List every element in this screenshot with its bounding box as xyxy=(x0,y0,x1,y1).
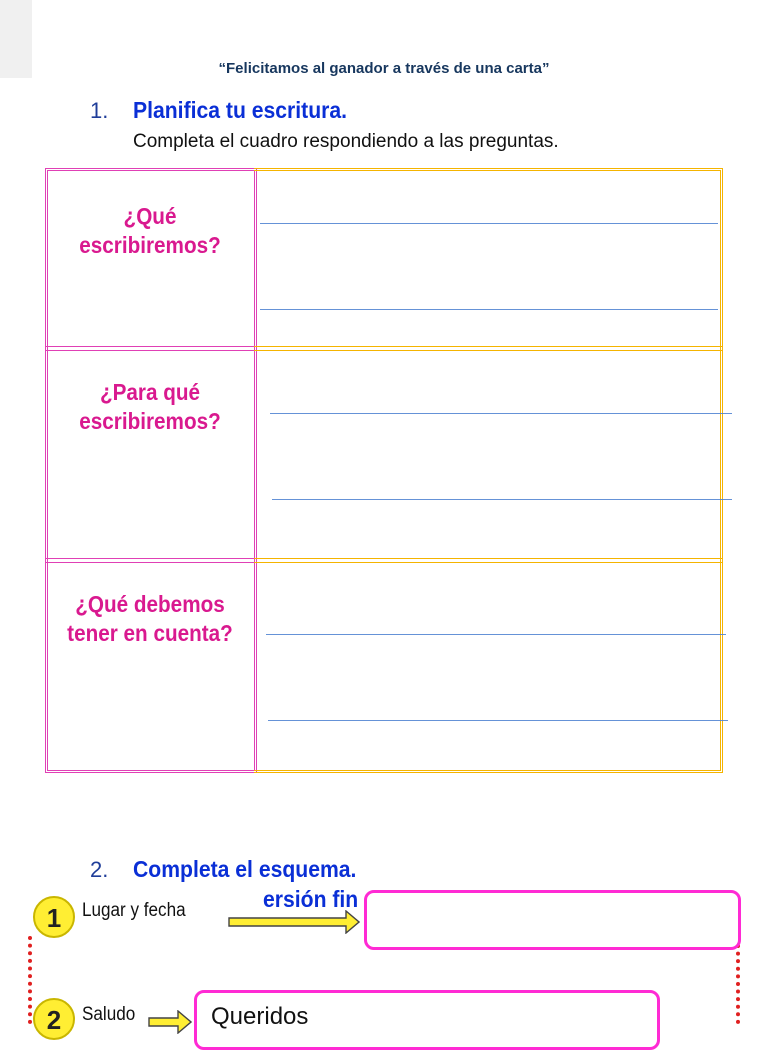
lugar-fecha-box[interactable] xyxy=(364,890,741,950)
question-1-line-2: escribiremos? xyxy=(79,232,221,258)
answer-line[interactable] xyxy=(260,309,718,310)
page-title: “Felicitamos al ganador a través de una carta” xyxy=(218,60,550,77)
question-3-line-1: ¿Qué debemos xyxy=(75,591,225,617)
arrow-right-icon xyxy=(228,910,360,934)
question-2-line-2: escribiremos? xyxy=(79,408,221,434)
section-1-number: 1. xyxy=(90,98,109,123)
step-2-label: Saludo xyxy=(82,1004,136,1025)
table-question-3 xyxy=(60,590,240,648)
arrow-right-icon xyxy=(148,1010,192,1034)
question-3-line-2: tener en cuenta? xyxy=(67,620,233,646)
question-1-line-1: ¿Qué xyxy=(123,203,177,229)
table-question-1 xyxy=(60,202,240,260)
section-2-number: 2. xyxy=(90,857,109,882)
section-3-heading-partial: ersión fin xyxy=(263,886,359,912)
step-2-badge: 2 xyxy=(33,998,75,1040)
section-1-instruction: Completa el cuadro respondiendo a las preguntas. xyxy=(133,131,559,152)
saludo-box[interactable] xyxy=(194,990,660,1050)
table-question-2 xyxy=(60,378,240,436)
scheme-connector-right xyxy=(736,944,740,1024)
answer-line[interactable] xyxy=(266,634,726,635)
answer-line[interactable] xyxy=(260,223,718,224)
step-1-label: Lugar y fecha xyxy=(82,900,186,921)
section-2-heading: Completa el esquema. xyxy=(133,856,357,882)
answer-line[interactable] xyxy=(268,720,728,721)
answer-line[interactable] xyxy=(272,499,732,500)
question-2-line-1: ¿Para qué xyxy=(99,379,201,405)
saludo-box-text: Queridos xyxy=(211,1003,309,1030)
step-1-badge: 1 xyxy=(33,896,75,938)
answer-column-border xyxy=(254,168,723,773)
scheme-connector-left xyxy=(28,936,32,1024)
answer-line[interactable] xyxy=(270,413,732,414)
section-1-heading: Planifica tu escritura. xyxy=(133,97,348,123)
